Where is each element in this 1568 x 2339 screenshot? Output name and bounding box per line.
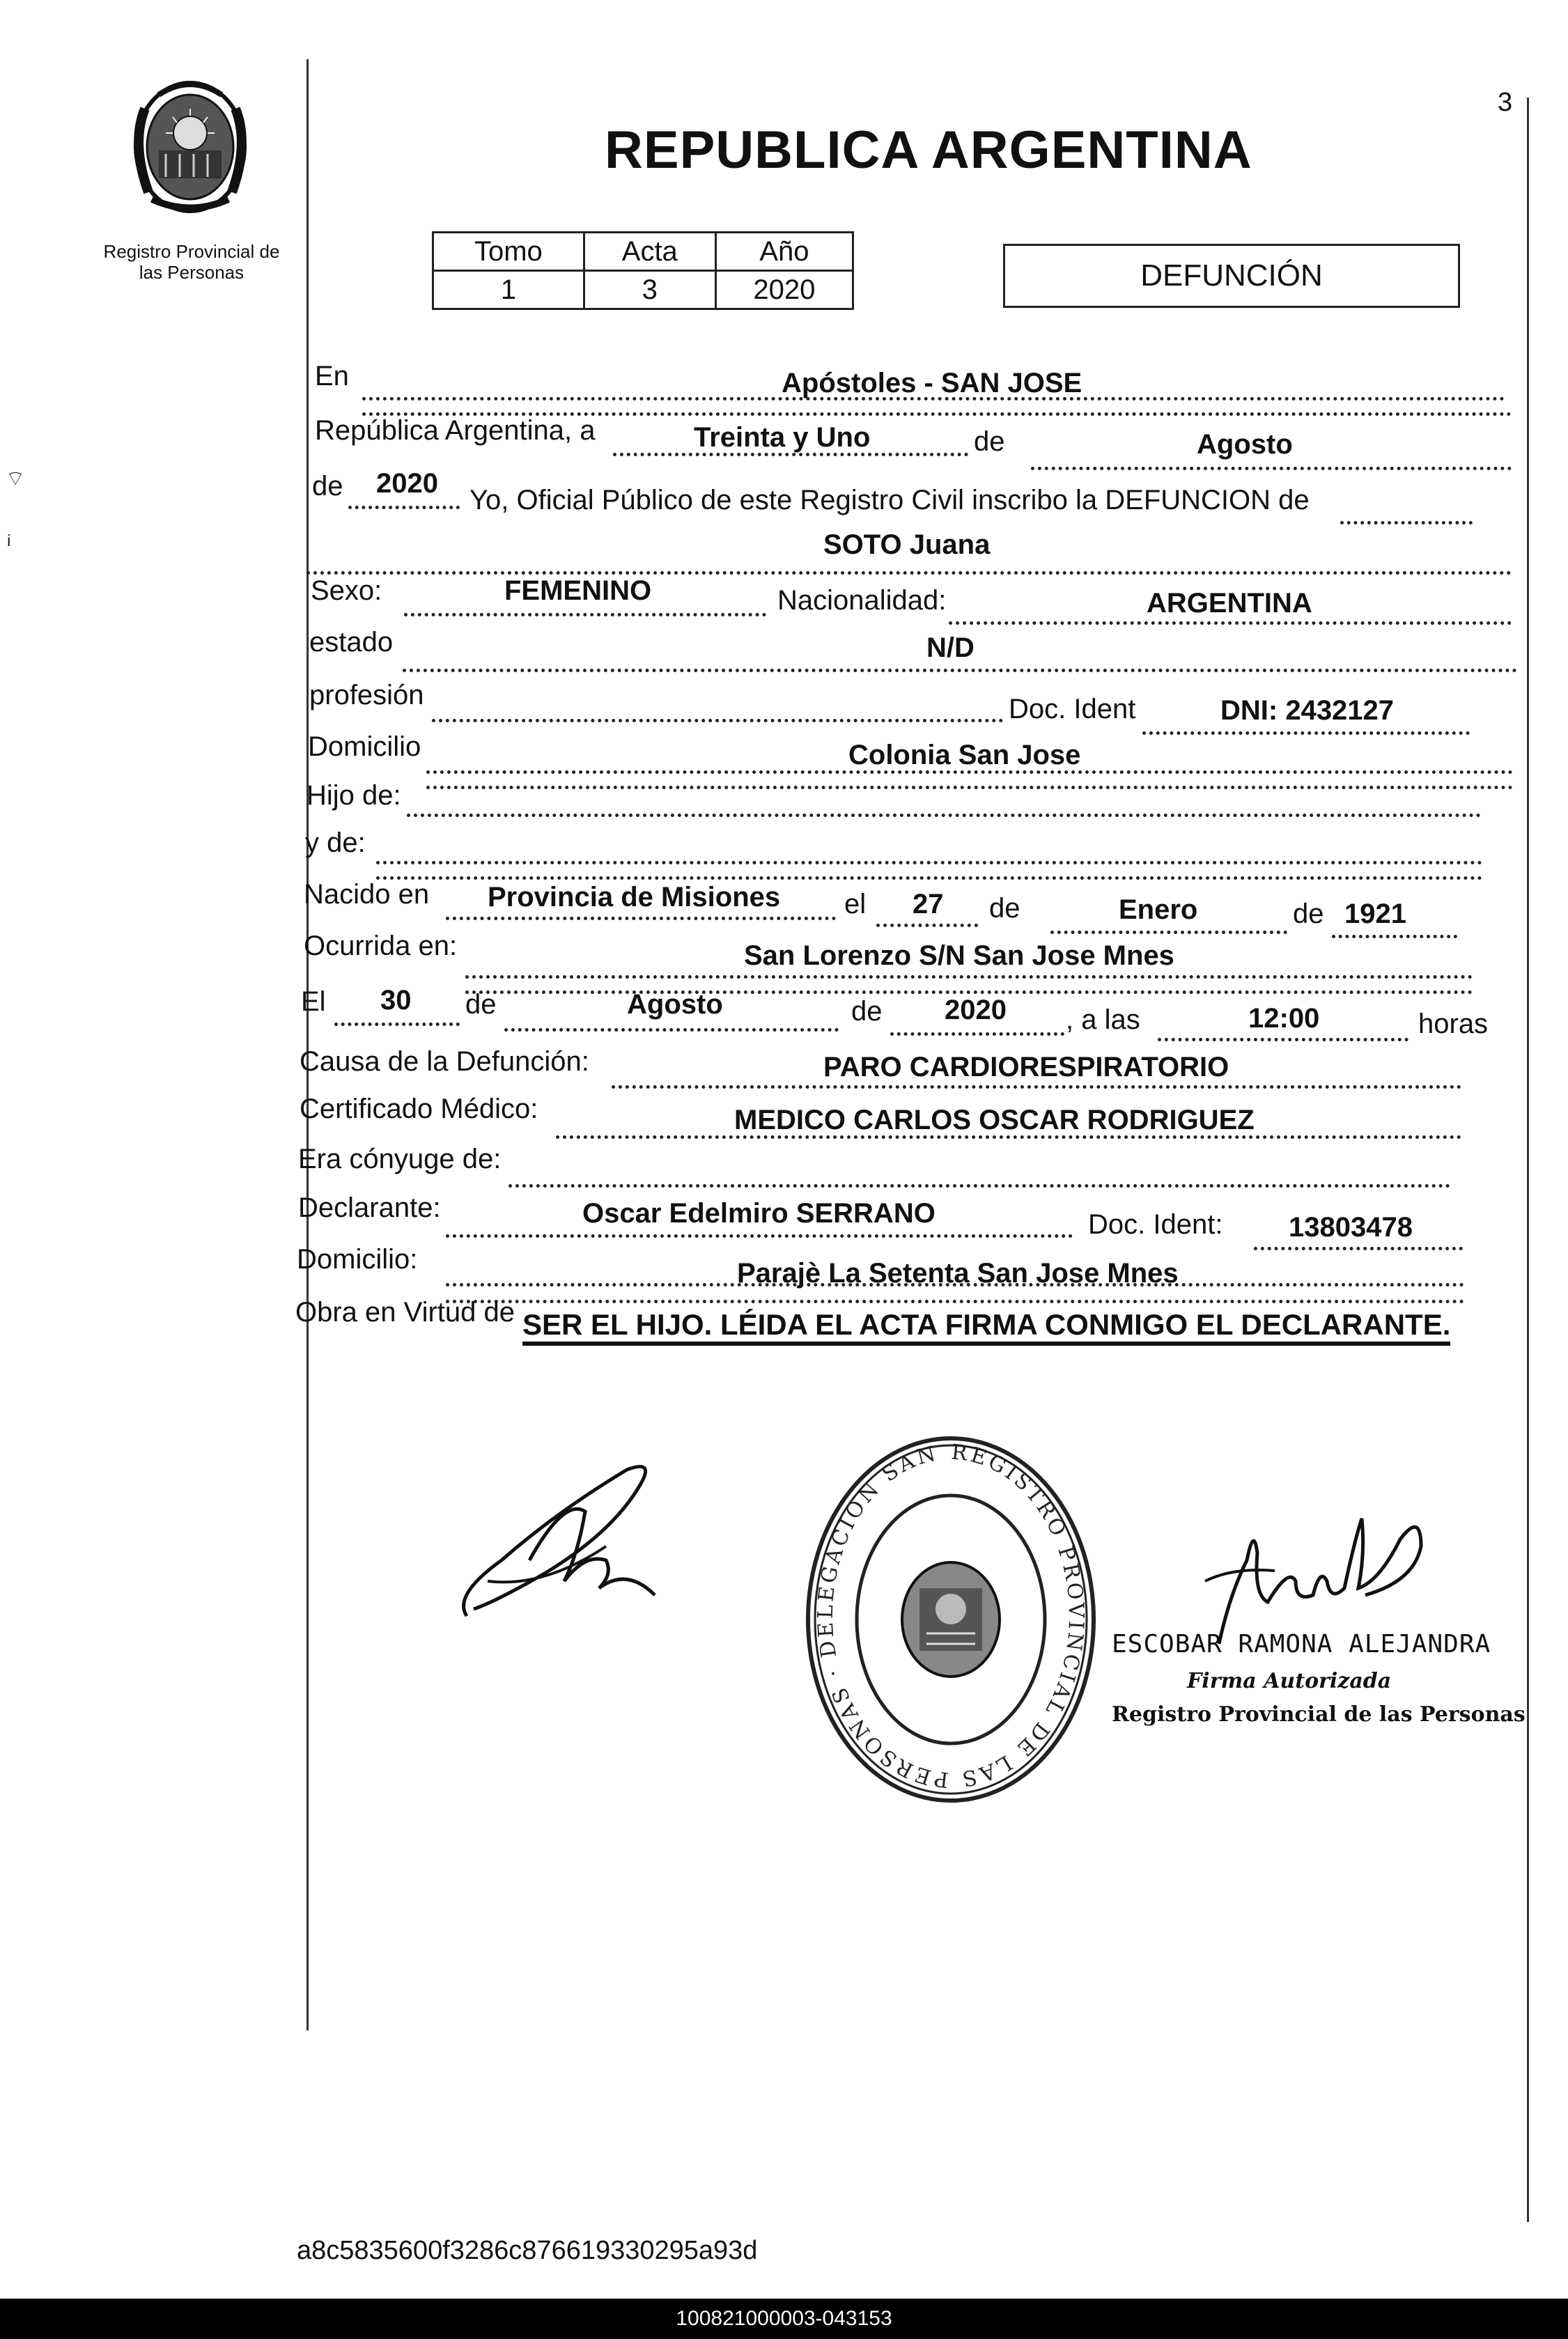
death-de-label-2: de xyxy=(851,996,883,1027)
day-words-value: Treinta y Uno xyxy=(694,422,871,453)
alas-label: , a las xyxy=(1066,1004,1140,1035)
acta-value: 3 xyxy=(584,271,715,309)
doc-ident-value: DNI: 2432127 xyxy=(1220,695,1395,726)
death-de-label: de xyxy=(465,989,497,1020)
right-margin-line xyxy=(1527,98,1529,2222)
signatory-office: Registro Provincial de las Personas xyxy=(1112,1702,1526,1727)
record-id-header-row xyxy=(433,233,853,271)
yde-line-2 xyxy=(376,876,1482,880)
death-day: 30 xyxy=(380,985,412,1016)
birth-month-line xyxy=(1050,931,1287,934)
death-year-line xyxy=(890,1032,1064,1036)
nacionalidad-label: Nacionalidad: xyxy=(777,585,947,616)
official-stamp xyxy=(801,1431,1101,1808)
certificado-label: Certificado Médico: xyxy=(300,1094,538,1124)
sexo-line xyxy=(404,613,766,616)
estado-value: N/D xyxy=(926,632,975,663)
death-month-line xyxy=(504,1028,839,1032)
record-id-table xyxy=(432,231,854,310)
deceased-name-line xyxy=(306,571,1512,575)
death-year: 2020 xyxy=(945,995,1007,1025)
year-de-label: de xyxy=(312,471,343,502)
sexo-label: Sexo: xyxy=(311,575,382,606)
conyuge-label: Era cónyuge de: xyxy=(298,1144,502,1174)
declarante-label: Declarante: xyxy=(298,1192,441,1223)
document-hash: a8c5835600f3286c876619330295a93d xyxy=(297,2236,758,2265)
estado-label: estado xyxy=(309,627,394,658)
declarante-doc-value: 13803478 xyxy=(1289,1212,1413,1243)
ocurrida-line xyxy=(465,975,1473,979)
province-emblem xyxy=(117,67,263,220)
tomo-header: Tomo xyxy=(433,233,584,271)
signatory-role: Firma Autorizada xyxy=(1187,1669,1392,1693)
declarante-domicilio-line-2 xyxy=(446,1300,1464,1303)
ocurrida-line-2 xyxy=(465,990,1473,994)
obra-value: SER EL HIJO. LÉIDA EL ACTA FIRMA CONMIGO EL DECLARANTE. xyxy=(522,1308,1450,1346)
conyuge-line xyxy=(509,1184,1450,1188)
record-id-value-row xyxy=(433,271,853,309)
nacido-value: Provincia de Misiones xyxy=(488,882,781,912)
causa-value: PARO CARDIORESPIRATORIO xyxy=(823,1052,1229,1082)
page-title: REPUBLICA ARGENTINA xyxy=(605,121,1252,180)
declarant-signature xyxy=(446,1456,683,1623)
profesion-line xyxy=(432,719,1003,722)
page-number: 3 xyxy=(1498,88,1513,117)
birth-day: 27 xyxy=(913,889,944,919)
death-month: Agosto xyxy=(627,989,723,1020)
republica-label: República Argentina, a xyxy=(315,415,596,446)
ocurrida-value: San Lorenzo S/N San Jose Mnes xyxy=(744,940,1174,971)
nacionalidad-line xyxy=(949,621,1512,625)
profesion-label: profesión xyxy=(309,680,424,710)
birth-year-line xyxy=(1332,935,1457,938)
tomo-value: 1 xyxy=(433,271,584,309)
en-value: Apóstoles - SAN JOSE xyxy=(782,368,1082,398)
causa-label: Causa de la Defunción: xyxy=(300,1046,589,1077)
death-time: 12:00 xyxy=(1248,1003,1320,1034)
death-el-label: El xyxy=(301,986,326,1017)
birth-month: Enero xyxy=(1119,894,1198,925)
birth-de-label: de xyxy=(989,893,1020,924)
doc-ident-label: Doc. Ident xyxy=(1009,694,1136,724)
declarante-doc-line xyxy=(1254,1247,1463,1250)
footer-code: 100821000003-043153 xyxy=(0,2299,1568,2339)
death-day-line xyxy=(334,1023,460,1026)
anio-value: 2020 xyxy=(715,271,853,309)
certificado-value: MEDICO CARLOS OSCAR RODRIGUEZ xyxy=(734,1105,1255,1135)
declarante-value: Oscar Edelmiro SERRANO xyxy=(582,1198,936,1229)
domicilio-value: Colonia San Jose xyxy=(848,740,1081,770)
birth-year: 1921 xyxy=(1344,899,1406,929)
stamp-ring-text: REGISTRO PROVINCIAL DE LAS PERSONAS · DELEGACION SAN xyxy=(813,1440,1089,1792)
death-time-line xyxy=(1158,1038,1408,1041)
doc-ident-line xyxy=(1142,731,1470,735)
scan-mark: ᵢ xyxy=(7,524,11,550)
hijo-line xyxy=(407,814,1481,817)
declarante-domicilio-label: Domicilio: xyxy=(297,1244,418,1275)
domicilio-line-2 xyxy=(426,786,1513,789)
estado-line xyxy=(403,669,1517,672)
statement-text: Yo, Oficial Público de este Registro Civil inscribo la DEFUNCION de xyxy=(469,485,1310,515)
yde-line xyxy=(376,861,1482,864)
birth-day-line xyxy=(876,924,978,927)
obra-label: Obra en Virtud de xyxy=(295,1297,515,1328)
registry-label-line2: las Personas xyxy=(139,262,244,283)
declarante-domicilio-value: Parajè La Setenta San Jose Mnes xyxy=(737,1258,1179,1289)
ocurrida-label: Ocurrida en: xyxy=(304,931,458,961)
scan-mark: ⌔ xyxy=(6,467,26,490)
nacido-line xyxy=(446,917,836,920)
registry-label-line1: Registro Provincial de xyxy=(103,241,280,262)
birth-de-label-2: de xyxy=(1293,899,1324,929)
causa-line xyxy=(612,1085,1461,1089)
year-value: 2020 xyxy=(376,468,438,499)
domicilio-label: Domicilio xyxy=(308,731,421,762)
acta-header: Acta xyxy=(584,233,715,271)
horas-label: horas xyxy=(1418,1009,1489,1039)
declarante-doc-label: Doc. Ident: xyxy=(1088,1209,1223,1240)
declarante-line xyxy=(446,1234,1073,1238)
en-label: En xyxy=(315,361,349,391)
record-type-box: DEFUNCIÓN xyxy=(1003,244,1460,308)
day-de-label: de xyxy=(974,426,1005,457)
deceased-name: SOTO Juana xyxy=(823,529,991,560)
left-margin-line xyxy=(306,59,309,2030)
sexo-value: FEMENINO xyxy=(504,575,652,606)
anio-header: Año xyxy=(715,233,853,271)
hijo-label: Hijo de: xyxy=(306,780,401,811)
yde-label: y de: xyxy=(305,827,366,858)
signatory-name: ESCOBAR RAMONA ALEJANDRA xyxy=(1112,1630,1491,1658)
month-line xyxy=(1031,467,1512,470)
nacido-label: Nacido en xyxy=(304,879,430,910)
nacido-el-label: el xyxy=(844,889,867,919)
official-signature xyxy=(1191,1498,1442,1651)
month-value: Agosto xyxy=(1197,429,1293,460)
nacionalidad-value: ARGENTINA xyxy=(1147,588,1312,619)
year-line xyxy=(348,506,460,509)
registry-label xyxy=(80,241,303,283)
statement-line xyxy=(1340,521,1473,524)
